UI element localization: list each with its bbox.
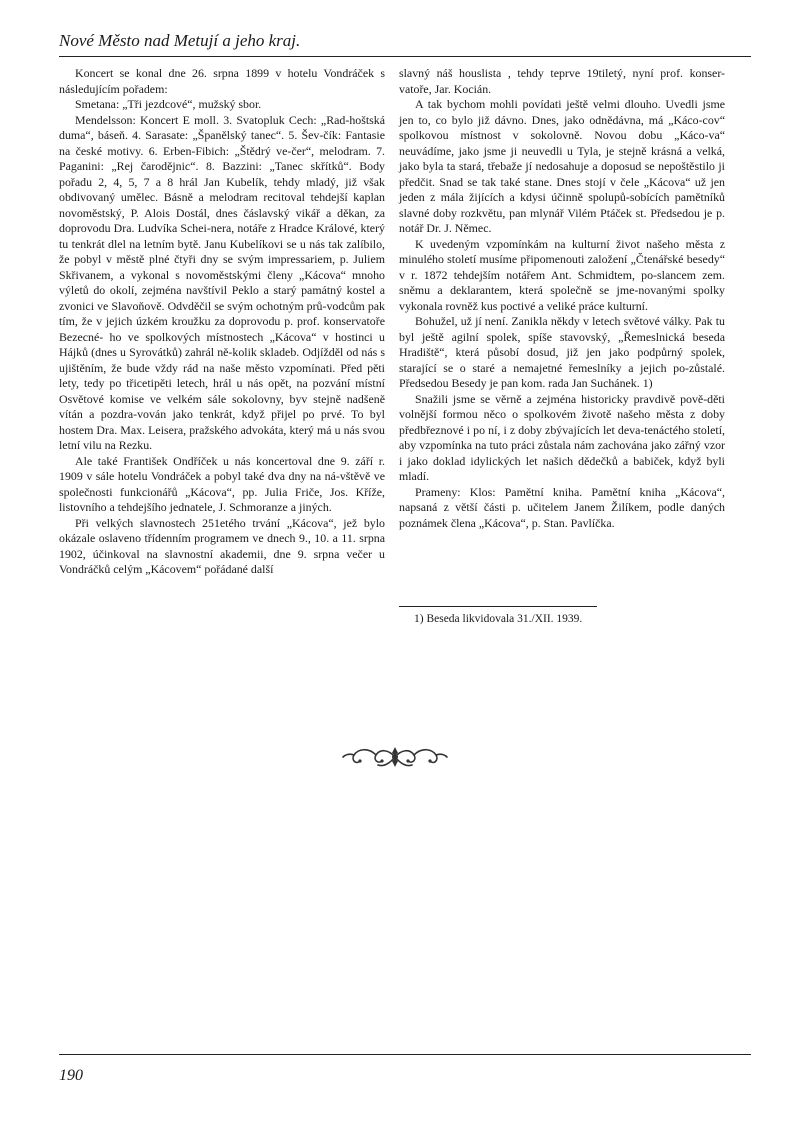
paragraph: Prameny: Klos: Pamětní kniha. Pamětní kniha „Kácova“, napsaná z větší části p. učitelem Janem Žilíkem, podle daných poznámek člena „Kácova“, p. Stan. Pavlíčka. [399,484,725,530]
paragraph: slavný náš houslista , tehdy teprve 19tiletý, nyní prof. konser-vatoře, Jar. Kocián. [399,66,725,96]
paragraph: Ale také František Ondříček u nás koncertoval dne 9. září r. 1909 v sále hotelu Vondráček a pobyl také dva dny na ná-vštěvě ve společnosti funkcionářů „Kácova“, pp. Julia Friče, Jos. Kříže, listovního a tehdejšího jednatele, J. Schmoranze a jiných. [59,453,385,514]
paragraph: Smetana: „Tři jezdcové“, mužský sbor. [75,97,262,111]
page-number: 190 [59,1067,83,1084]
paragraph: Při velkých slavnostech 251etého trvání „Kácova“, jež bylo okázale oslaveno třídenním programem ve dnech 9., 10. a 11. srpna 1902, účinkoval na slavnostní akademii, dne 9. srpna večer u Vondráčků celým „Kácovem“ pořádané další [59,515,385,576]
paragraph: Mendelsson: Koncert E moll. 3. Svatopluk Cech: „Rad-hoštská duma“, báseň. 4. Sarasate: „Španělský tanec“. 5. Šev-čík: Fantasie na české motivy. 6. Erben-Fibich: „Štědrý ve-čer“, melodram. 7. Paganini: „Rej čarodějnic“. 8. Bazzini: „Tanec skřítků“. Body pořadu 2, 4, 5, 7 a 8 hrál Jan Kubelík, tehdy mladý, již však obdivovaný umělec. Básně a melodram recitoval tehdejší kaplan novoměstský, P. Alois Dostál, dnes čáslavský vikář a děkan, za doprovodu Dra. Ludvíka Schei-nera, notáře z Hradce Králové, který tu tenkrát dlel na letním bytě. Janu Kubelíkovi se u nás tak zalíbilo, že pobyl v městě plné čtyři dny se svým impressariem, p. Juliem Skřivanem, a vykonal s novoměstskými členy „Kácova“ mnoho výletů do okolí, zejména navštívil Peklo a starý památný kostel a zvonici ve Slavoňově. Odvděčil se svým ochotným prů-vodcům pak tím, že v jejich úzkém kroužku za doprovodu p. prof. konservatoře Bezecné- ho ve spolkových místnostech „Kácova“ v hostinci u Hájků (dnes u Syrovátků) zahrál ně-kolik skladeb. Odjížděl od nás s ujištěním, že bude vždy rád na naše město vzpomínati. Před pěti lety, tedy po třicetipěti letech, hrál u nás opět, na pozvání místní Osvětové komise ve velkém sále sokolovny, byv stejně nadšeně vítán a pozdra-vován jako tenkrát, když přijel po prvé. To byl hostem Dra. Max. Leisera, pražského advokáta, který má u nás svou letní vilu na Rezku. [59,112,385,452]
paragraph: A tak bychom mohli povídati ještě velmi dlouho. Uvedli jsme jen to, co bylo již dávno. Dnes, jako odnědávna, má „Káco-cov“ spolkovou místnost v sokolovně. Novou dobu „Káco-va“ neuvádíme, jako jsme ji neuvedli u Tyla, je stejně krásná a velká, jako byla ta stará, třebaže jí nedosahuje a doposud se nepoštěstilo ji předčit. Snad se tak také stane. Dnes stojí v čele „Kácova“ už jen jeden z mála žijících a kdysi účinně spolupů-sobících pamětníků slavné doby rozkvětu, pan mlynář Vilém Ptáček st. Předsedou je p. notář Dr. J. Němec. [399,97,725,235]
footer-rule [59,1054,751,1055]
paragraph: Bohužel, už jí není. Zanikla někdy v letech světové války. Pak tu byl ještě agilní spolek, spíše stavovský, „Řemeslnická beseda Hradiště“, která působí dosud, již jen jako podpůrný spolek, starající se o staré a nemajetné řemeslníky a jejich po-zůstalé. Předsedou Besedy je pan kom. rada Jan Suchánek. 1) [399,314,725,390]
paragraph: Snažili jsme se věrně a zejména historicky pravdivě pově-děti volnější formou něco o spolkovém životě našeho města z doby předbřeznové i po ní, i z doby zbývajících let deva-tenáctého století, aby vzpomínka na tuto práci zůstala nám zachována jako zářný vzor i jako doklad idylických let našich dědečků a babiček, když byli mladí. [399,391,725,483]
footnote: 1) Beseda likvidovala 31./XII. 1939. [414,613,583,625]
header-rule [59,56,751,57]
paragraph: K uvedeným vzpomínkám na kulturní život našeho města z minulého století musíme připomenouti založení „Čtenářské besedy“ v r. 1872 tehdejším notářem Ant. Schmidtem, po-slancem zem. sněmu a deklarantem, která společně se jme-novanými spolky vykonala rovněž kus poctivé a veliké práce kulturní. [399,236,725,313]
paragraph: Koncert se konal dne 26. srpna 1899 v hotelu Vondráček s následujícím pořadem: [59,66,385,96]
floral-ornament-icon [340,743,450,771]
footnote-rule [399,606,597,607]
left-column [59,66,385,578]
right-column [399,66,725,531]
running-head: Nové Město nad Metují a jeho kraj. [59,31,301,50]
